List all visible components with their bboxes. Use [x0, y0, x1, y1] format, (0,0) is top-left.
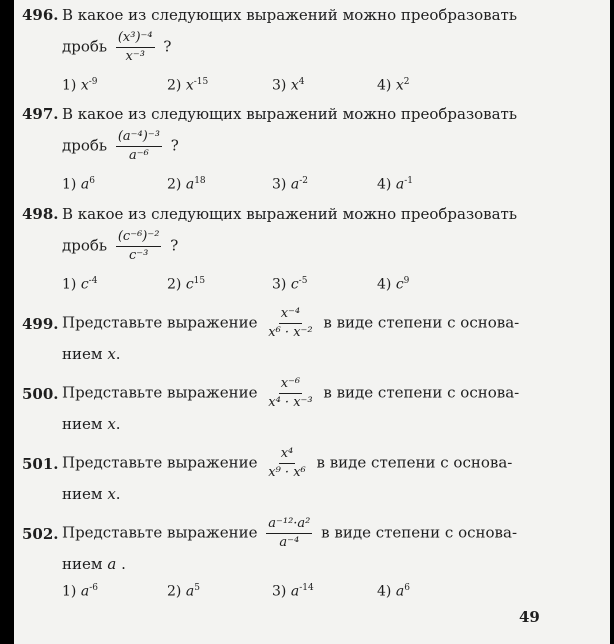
- problem-text: нием a .: [62, 555, 126, 573]
- fraction: $\frac{\text{a⁻¹²·a²}}{\text{a⁻⁴}}$: [268, 516, 311, 550]
- answer-options: [62, 579, 592, 601]
- problem-499: [22, 306, 592, 363]
- problem-text: В какое из следующих выражений можно преобразовать: [62, 205, 518, 223]
- problem-number: 496.: [22, 6, 59, 24]
- problem-number: 502.: [22, 525, 59, 543]
- problem-500: [22, 376, 592, 433]
- problem-expression: дробь $\frac{\text{(x³)⁻⁴}}{\text{x⁻³}}$ ?: [62, 30, 172, 64]
- answer-options: [62, 272, 592, 294]
- problem-text: В какое из следующих выражений можно преобразовать: [62, 6, 518, 24]
- answer-option[interactable]: 4) $c^9$: [377, 276, 410, 293]
- fraction: $\frac{\text{(a⁻⁴)⁻³}}{\text{a⁻⁶}}$: [117, 129, 160, 163]
- problem-498: [22, 205, 592, 294]
- answer-option[interactable]: 2) $c^{15}$: [167, 276, 206, 293]
- problem-expression: дробь $\frac{\text{(a⁻⁴)⁻³}}{\text{a⁻⁶}}$ ?: [62, 129, 179, 163]
- problem-expression: Представьте выражение $\frac{\text{x⁴}}{\text{x⁹ · x⁶}}$ в виде степени с основа-: [62, 446, 513, 480]
- problem-text: В какое из следующих выражений можно преобразовать: [62, 105, 518, 123]
- problem-number: 500.: [22, 385, 59, 403]
- problem-text: нием x.: [62, 345, 121, 363]
- answer-option[interactable]: 3) $x^4$: [272, 77, 305, 94]
- answer-option[interactable]: 4) $a^6$: [377, 583, 410, 600]
- answer-option[interactable]: 3) $a^{-2}$: [272, 176, 308, 193]
- problem-expression: Представьте выражение $\frac{\text{x⁻⁴}}{\text{x⁶ · x⁻²}}$ в виде степени с основа-: [62, 306, 520, 340]
- problem-496: [22, 6, 592, 95]
- answer-option[interactable]: 2) $a^{18}$: [167, 176, 206, 193]
- problem-expression: Представьте выражение $\frac{\text{a⁻¹²·a²}}{\text{a⁻⁴}}$ в виде степени с основа-: [62, 516, 518, 550]
- problem-text: нием x.: [62, 415, 121, 433]
- fraction: $\frac{\text{(x³)⁻⁴}}{\text{x⁻³}}$: [117, 30, 153, 64]
- fraction: $\frac{\text{x⁻⁴}}{\text{x⁶ · x⁻²}}$: [268, 306, 313, 340]
- answer-option[interactable]: 3) $c^{-5}$: [272, 276, 308, 293]
- problem-text: нием x.: [62, 485, 121, 503]
- answer-option[interactable]: 1) $c^{-4}$: [62, 276, 98, 293]
- answer-option[interactable]: 3) $a^{-14}$: [272, 583, 314, 600]
- problem-expression: дробь $\frac{\text{(c⁻⁶)⁻²}}{\text{c⁻³}}$ ?: [62, 229, 179, 263]
- problem-501: [22, 446, 592, 503]
- answer-options: [62, 172, 592, 194]
- answer-option[interactable]: 2) $x^{-15}$: [167, 77, 209, 94]
- answer-option[interactable]: 1) $x^{-9}$: [62, 77, 98, 94]
- problem-number: 499.: [22, 315, 59, 333]
- problem-502: [22, 516, 592, 601]
- fraction: $\frac{\text{x⁴}}{\text{x⁹ · x⁶}}$: [268, 446, 306, 480]
- problem-number: 497.: [22, 105, 59, 123]
- answer-option[interactable]: 1) $a^6$: [62, 176, 95, 193]
- textbook-page: [14, 0, 610, 644]
- answer-option[interactable]: 4) $x^2$: [377, 77, 410, 94]
- answer-option[interactable]: 2) $a^5$: [167, 583, 200, 600]
- fraction: $\frac{\text{(c⁻⁶)⁻²}}{\text{c⁻³}}$: [117, 229, 160, 263]
- problem-number: 498.: [22, 205, 59, 223]
- problem-number: 501.: [22, 455, 59, 473]
- problem-expression: Представьте выражение $\frac{\text{x⁻⁶}}{\text{x⁴ · x⁻³}}$ в виде степени с основа-: [62, 376, 520, 410]
- problem-497: [22, 105, 592, 194]
- answer-option[interactable]: 1) $a^{-6}$: [62, 583, 98, 600]
- answer-options: [62, 73, 592, 95]
- page-number: 49: [519, 608, 540, 626]
- fraction: $\frac{\text{x⁻⁶}}{\text{x⁴ · x⁻³}}$: [268, 376, 313, 410]
- answer-option[interactable]: 4) $a^{-1}$: [377, 176, 413, 193]
